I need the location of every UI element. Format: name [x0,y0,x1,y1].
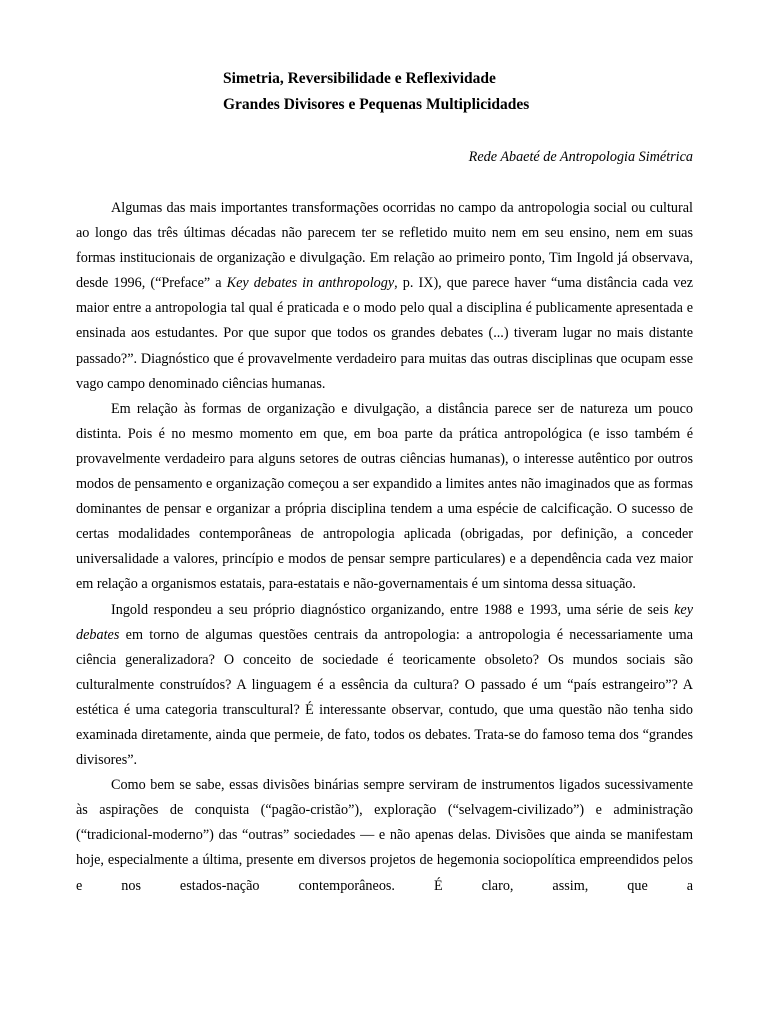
paragraph-1-text-b: , p. IX), que parece haver “uma distância cada vez maior entre a antropologia tal qual é praticada e o modo pelo qual a disciplina é publicamente apresentada e ensinada aos estudantes. Por que supor que todos os grandes debates (...) tiveram lugar no mais distante passado?”. Diagnóstico que é provavelmente verdadeiro para muitas das outras disciplinas que ocupam esse vago campo denominado ciências humanas. [76,275,693,392]
paragraph-1 [76,196,693,397]
paragraph-3-text-a: Ingold respondeu a seu próprio diagnóstico organizando, entre 1988 e 1993, uma série de seis [111,601,675,618]
paragraph-3-text-b: em torno de algumas questões centrais da antropologia: a antropologia é necessariamente uma ciência generalizadora? O conceito de sociedade é teoricamente obsoleto? Os mundos sociais são culturalmente construídos? A linguagem é a essência da cultura? O passado é um “país estrangeiro”? A estética é uma categoria transcultural? É interessante observar, contudo, que uma questão não tenha sido examinada diretamente, ainda que permeie, de fato, todos os debates. Trata-se do famoso tema dos “grandes divisores”. [76,626,693,769]
paragraph-1-italic-title: Key debates in anthropology [226,275,395,292]
paragraph-1-text-a: Algumas das mais importantes transformações ocorridas no campo da antropologia social ou cultural ao longo das três últimas décadas não parecem ter se refletido muito nem em seu ensino, nem em suas formas institucionais de organização e divulgação. Em relação ao primeiro ponto, Tim Ingold já observava, desde 1996, (“Preface” a [76,200,693,292]
paragraph-4: Como bem se sabe, essas divisões binárias sempre serviram de instrumentos ligados sucessivamente às aspirações de conquista (“pagão-cristão”), exploração (“selvagem-civilizado”) e administração (“tradicional-moderno”) das “outras” sociedades — e não apenas delas. Divisões que ainda se manifestam hoje, especialmente a última, presente em diversos projetos de hegemonia sociopolítica empreendidos pelos e nos estados-nação contemporâneos. É claro, assim, que a [76,777,693,894]
document-title-line-2: Grandes Divisores e Pequenas Multiplicidades [223,96,530,113]
document-page [76,66,693,899]
paragraph-3 [76,598,693,774]
document-author: Rede Abaeté de Antropologia Simétrica [468,149,693,165]
document-body [76,196,693,899]
document-title-line-1: Simetria, Reversibilidade e Reflexividade [223,70,496,87]
paragraph-3-italic-term: key debates [76,601,693,643]
paragraph-2: Em relação às formas de organização e divulgação, a distância parece ser de natureza um pouco distinta. Pois é no mesmo momento em que, em boa parte da prática antropológica (e isso também é provavelmente verdadeiro para alguns setores de outras ciências humanas), o interesse autêntico por outros modos de pensamento e organização começou a ser expandido a limites antes não imaginados que as formas dominantes de pensar e organizar a própria disciplina tendem a uma espécie de calcificação. O sucesso de certas modalidades contemporâneas de antropologia aplicada (obrigadas, por definição, a conceder universalidade a valores, princípio e modos de pensar sempre particulares) e a dependência cada vez maior em relação a organismos estatais, para-estatais e não-governamentais é um sintoma dessa situação. [76,400,693,593]
